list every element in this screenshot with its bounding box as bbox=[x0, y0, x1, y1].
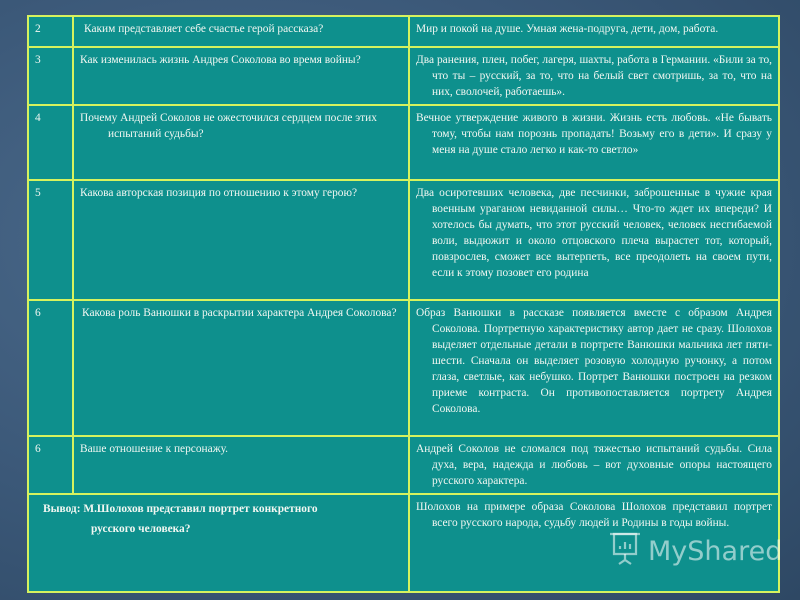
row-number: 6 bbox=[28, 300, 73, 436]
question-cell: Почему Андрей Соколов не ожесточился сердцем после этих испытаний судьбы? bbox=[73, 105, 409, 180]
table-row bbox=[28, 300, 779, 436]
questions-table bbox=[27, 15, 783, 593]
conclusion-answer-cell: Шолохов на примере образа Соколова Шолохов представил портрет всего русского народа, судьбу людей и Родины в годы войны. bbox=[409, 494, 779, 592]
row-number: 3 bbox=[28, 47, 73, 105]
watermark bbox=[608, 530, 782, 573]
answer-cell: Образ Ванюшки в рассказе появляется вместе с образом Андрея Соколова. Портретную характеристику автор дает не сразу. Шолохов выделяет отдельные детали в портрете Ванюшки мальчика лет пяти-шести. Сначала он выделяет розовую холодную ручонку, а потом глаза, светлые, как небушко. Портрет Ванюшки построен на резком приеме контраста. Он противопоставляется портрету Андрея Соколова. bbox=[409, 300, 779, 436]
row-number: 4 bbox=[28, 105, 73, 180]
conclusion-question-cell bbox=[28, 494, 409, 592]
answer-cell: Два ранения, плен, побег, лагеря, шахты, работа в Германии. «Били за то, что ты – русский, за то, что на белый свет смотришь, за то, что на них, сволочей, работаешь». bbox=[409, 47, 779, 105]
table-row bbox=[28, 47, 779, 105]
table-row bbox=[28, 16, 779, 47]
row-number: 2 bbox=[28, 16, 73, 47]
row-number: 5 bbox=[28, 180, 73, 300]
question-cell: Каким представляет себе счастье герой рассказа? bbox=[73, 16, 409, 47]
presentation-chart-icon bbox=[608, 530, 642, 573]
answer-cell: Мир и покой на душе. Умная жена-подруга, дети, дом, работа. bbox=[409, 16, 779, 47]
question-cell: Ваше отношение к персонажу. bbox=[73, 436, 409, 494]
answer-cell: Вечное утверждение живого в жизни. Жизнь есть любовь. «Не бывать тому, чтобы нам порознь пропадать! Возьму его в дети». И сразу у меня на душе стало легко и как-то светло» bbox=[409, 105, 779, 180]
question-cell: Какова авторская позиция по отношению к этому герою? bbox=[73, 180, 409, 300]
table-row bbox=[28, 180, 779, 300]
answer-cell: Андрей Соколов не сломался под тяжестью испытаний судьбы. Сила духа, вера, надежда и любовь – вот духовные опоры настоящего русского характера. bbox=[409, 436, 779, 494]
table-row bbox=[28, 436, 779, 494]
question-cell: Как изменилась жизнь Андрея Соколова во время войны? bbox=[73, 47, 409, 105]
table-row bbox=[28, 105, 779, 180]
row-number: 6 bbox=[28, 436, 73, 494]
watermark-text: MyShared bbox=[648, 536, 783, 567]
conclusion-question: Вывод: М.Шолохов представил портрет конкретного русского человека? bbox=[43, 503, 318, 535]
answer-cell: Два осиротевших человека, две песчинки, заброшенные в чужие края военным ураганом невиданной силы… Что-то ждет их впереди? И хотелось бы думать, что этот русский человек, человек несгибаемой воли, выдюжит и около отцовского плеча вырастет тот, который, повзрослев, сможет все вытерпеть, все преодолеть на своем пути, если к этому позовет его родина bbox=[409, 180, 779, 300]
question-cell: Какова роль Ванюшки в раскрытии характера Андрея Соколова? bbox=[73, 300, 409, 436]
